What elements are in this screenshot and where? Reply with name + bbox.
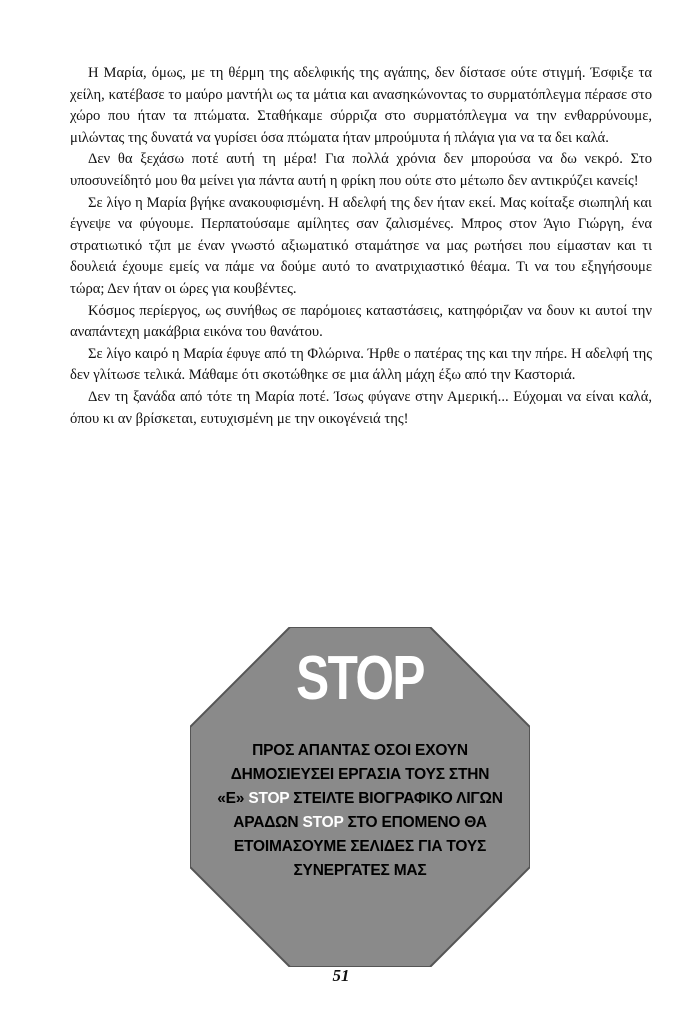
paragraph-4: Κόσμος περίεργος, ως συνήθως σε παρόμοιες καταστάσεις, κατηφόριζαν να δουν κι αυτοί την αναπάντεχη μακάβρια εικόνα του θανάτου. [70,302,652,341]
stop-line-3-start: «Ε» [217,790,245,807]
body-text [70,63,652,430]
stop-line-5: ΕΤΟΙΜΑΣΟΥΜΕ ΣΕΛΙΔΕΣ ΓΙΑ ΤΟΥΣ [233,838,487,855]
stop-title: STOP [296,644,424,713]
paragraph-5: Σε λίγο καιρό η Μαρία έφυγε από τη Φλώρινα. Ήρθε ο πατέρας της και την πήρε. Η αδελφή της δεν γλίτωσε τελικά. Μάθαμε ότι σκοτώθηκε σε μια άλλη μάχη έξω από την Καστοριά. [70,345,652,384]
stop-line-6: ΣΥΝΕΡΓΑΤΕΣ ΜΑΣ [293,862,427,879]
paragraph-3: Σε λίγο η Μαρία βγήκε ανακουφισμένη. Η αδελφή της δεν ήταν εκεί. Μας κοίταξε σιωπηλή και έγνεψε να φύγουμε. Περπατούσαμε αμίλητες σαν ζαλισμένες. Μπρος στον Άγιο Γιώργη, ένα στρατιωτικό τζιπ με έναν γνωστό αξιωματικό σταμάτησε να μας ρωτήσει που είμασταν και τι δουλειά έχουμε εμείς να πάμε να δούμε αυτό το ανατριχιαστικό θέαμα. Τι να του εξηγήσουμε τώρα; Δεν ήταν οι ώρες για κουβέντες. [70,194,652,297]
stop-line-1: ΠΡΟΣ ΑΠΑΝΤΑΣ ΟΣΟΙ ΕΧΟΥΝ [252,742,468,759]
paragraph-2: Δεν θα ξεχάσω ποτέ αυτή τη μέρα! Για πολλά χρόνια δεν μπορούσα να δω νεκρό. Στο υποσυνείδητό μου θα μείνει για πάντα αυτή η φρίκη που ούτε στο μέτωπο δεν αντικρύζει κανείς! [70,151,652,189]
stop-line-4 [210,811,510,835]
stop-line-3-end: ΣΤΕΙΛΤΕ ΒΙΟΓΡΑΦΙΚΟ ΛΙΓΩΝ [293,790,503,807]
stop-line-2: ΔΗΜΟΣΙΕΥΣΕΙ ΕΡΓΑΣΙΑ ΤΟΥΣ ΣΤΗΝ [230,766,490,783]
stop-sign-notice [190,627,530,967]
stop-line-4-end: ΣΤΟ ΕΠΟΜΕΝΟ ΘΑ [347,814,487,831]
paragraph-6: Δεν τη ξανάδα από τότε τη Μαρία ποτέ. Ίσως φύγανε στην Αμερική... Εύχομαι να είναι καλά, όπου κι αν βρίσκεται, ευτυχισμένη με την οικογένειά της! [70,388,652,427]
stop-line-3 [210,787,510,811]
inline-stop-word: STOP [248,790,290,807]
stop-line-4-start: ΑΡΑΔΩΝ [233,814,299,831]
inline-stop-word: STOP [302,814,344,831]
page-number: 51 [332,966,350,985]
stop-message [210,739,510,883]
paragraph-1: Η Μαρία, όμως, με τη θέρμη της αδελφικής της αγάπης, δεν δίστασε ούτε στιγμή. Έσφιξε τα χείλη, κατέβασε το μαύρο μαντήλι ως τα μάτια και ανασηκώνοντας το συρματόπλεγμα πέρασε στο χώρο που ήταν τα πτώματα. Σταθήκαμε σύρριζα στο συρματόπλεγμα να την ενθαρρύνουμε, μιλώντας της δυνατά να γυρίσει όσα πτώματα ήταν μπρούμυτα ή πλάγια για να τα δει καλά. [70,65,652,146]
